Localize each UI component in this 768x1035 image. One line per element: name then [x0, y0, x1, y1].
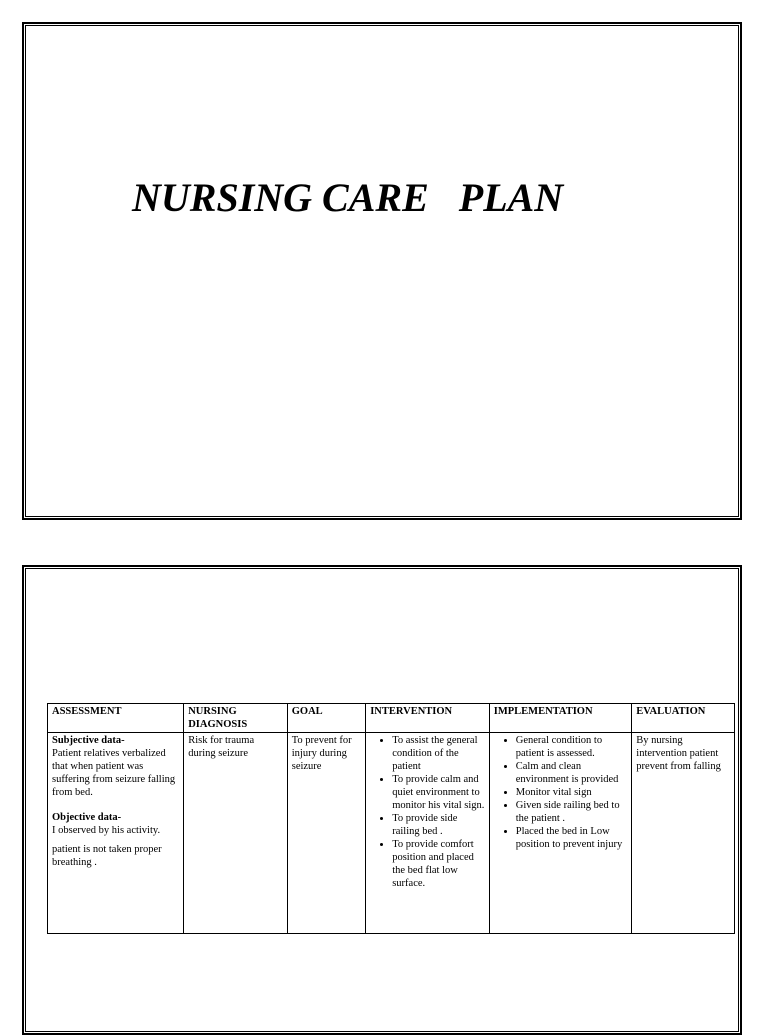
goal-cell: To prevent for injury during seizure	[287, 733, 365, 934]
list-item: • General condition to patient is assessed.	[516, 734, 628, 760]
header-nursing-diagnosis: NURSING DIAGNOSIS	[184, 704, 288, 733]
table-row	[48, 733, 735, 934]
cover-page	[22, 22, 742, 520]
evaluation-cell: By nursing intervention patient prevent from falling	[632, 733, 735, 934]
list-item: • Placed the bed in Low position to prevent injury	[516, 825, 628, 851]
intervention-list	[370, 734, 485, 890]
list-item: • To provide side railing bed .	[392, 812, 485, 838]
list-item: • Calm and clean environment is provided	[516, 760, 628, 786]
intervention-cell	[366, 733, 490, 934]
objective-text-1: I observed by his activity.	[52, 825, 161, 836]
care-plan-table	[47, 703, 735, 934]
table-header-row	[48, 704, 735, 733]
list-item: • Given side railing bed to the patient .	[516, 799, 628, 825]
implementation-cell	[489, 733, 632, 934]
header-goal: GOAL	[287, 704, 365, 733]
list-item: • To provide comfort position and placed the bed flat low surface.	[392, 838, 485, 890]
objective-label: Objective data-	[52, 812, 122, 823]
header-intervention: INTERVENTION	[366, 704, 490, 733]
list-item: • To assist the general condition of the patient	[392, 734, 485, 773]
care-plan-page	[22, 565, 742, 1035]
objective-text-2: patient is not taken proper breathing .	[52, 844, 162, 868]
assessment-cell	[48, 733, 184, 934]
list-item: • Monitor vital sign	[516, 786, 628, 799]
header-implementation: IMPLEMENTATION	[489, 704, 632, 733]
header-evaluation: EVALUATION	[632, 704, 735, 733]
implementation-list	[494, 734, 628, 851]
subjective-text: Patient relatives verbalized that when patient was suffering from seizure falling from bed.	[52, 748, 176, 798]
subjective-label: Subjective data-	[52, 735, 125, 746]
list-item: • To provide calm and quiet environment to monitor his vital sign.	[392, 773, 485, 812]
page-title: NURSING CARE PLAN	[132, 175, 564, 220]
header-assessment: ASSESSMENT	[48, 704, 184, 733]
diagnosis-cell: Risk for trauma during seizure	[184, 733, 288, 934]
